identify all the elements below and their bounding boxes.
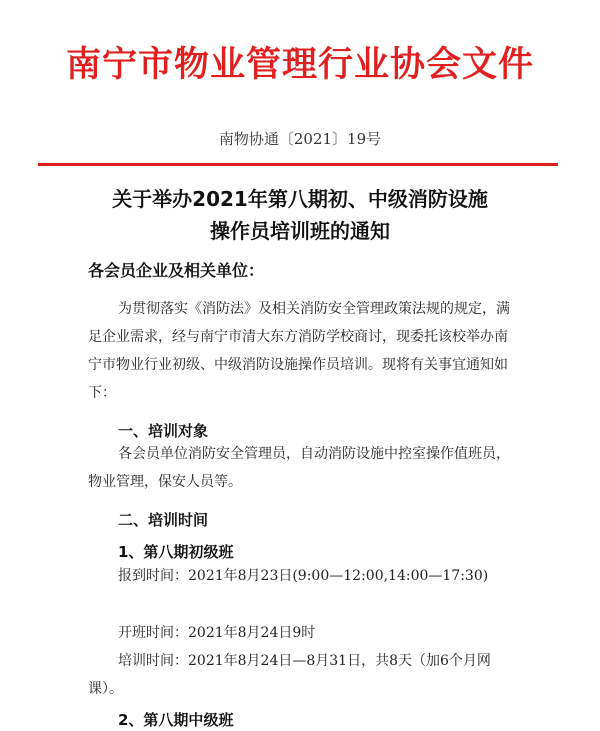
open-time: 开班时间：2021年8月24日9时 <box>118 625 316 641</box>
document-number: 南物协通〔2021〕19号 <box>218 130 382 148</box>
register-time: 报到时间：2021年8月23日(9:00—12:00,14:00—17:30) <box>118 568 489 584</box>
masthead-title: 南宁市物业管理行业协会文件 <box>65 45 534 85</box>
notice-title-line-2: 操作员培训班的通知 <box>210 219 390 243</box>
section-heading-training-targets: 一、培训对象 <box>118 422 209 440</box>
training-targets-paragraph: 各会员单位消防安全管理员，自动消防设施中控室操作值班员，物业管理，保安人员等。 <box>88 446 510 490</box>
intro-paragraph: 为贯彻落实《消防法》及相关消防安全管理政策法规的规定，满足企业需求，经与南宁市清大东方消防学校商讨，现委托该校举办南宁市物业行业初级、中级消防设施操作员培训。现将有关事宜通知如下： <box>88 301 510 401</box>
notice-title <box>60 183 540 247</box>
subheading-intermediate-class: 2、第八期中级班 <box>118 711 234 729</box>
section-heading-training-time: 二、培训时间 <box>118 511 209 529</box>
red-divider-line <box>38 163 558 166</box>
train-time: 培训时间：2021年8月24日—8月31日，共8天（加6个月网课）。 <box>88 653 491 697</box>
subheading-primary-class: 1、第八期初级班 <box>118 543 234 561</box>
salutation: 各会员企业及相关单位： <box>88 261 265 280</box>
notice-title-line-1: 关于举办2021年第八期初、中级消防设施 <box>112 187 488 211</box>
